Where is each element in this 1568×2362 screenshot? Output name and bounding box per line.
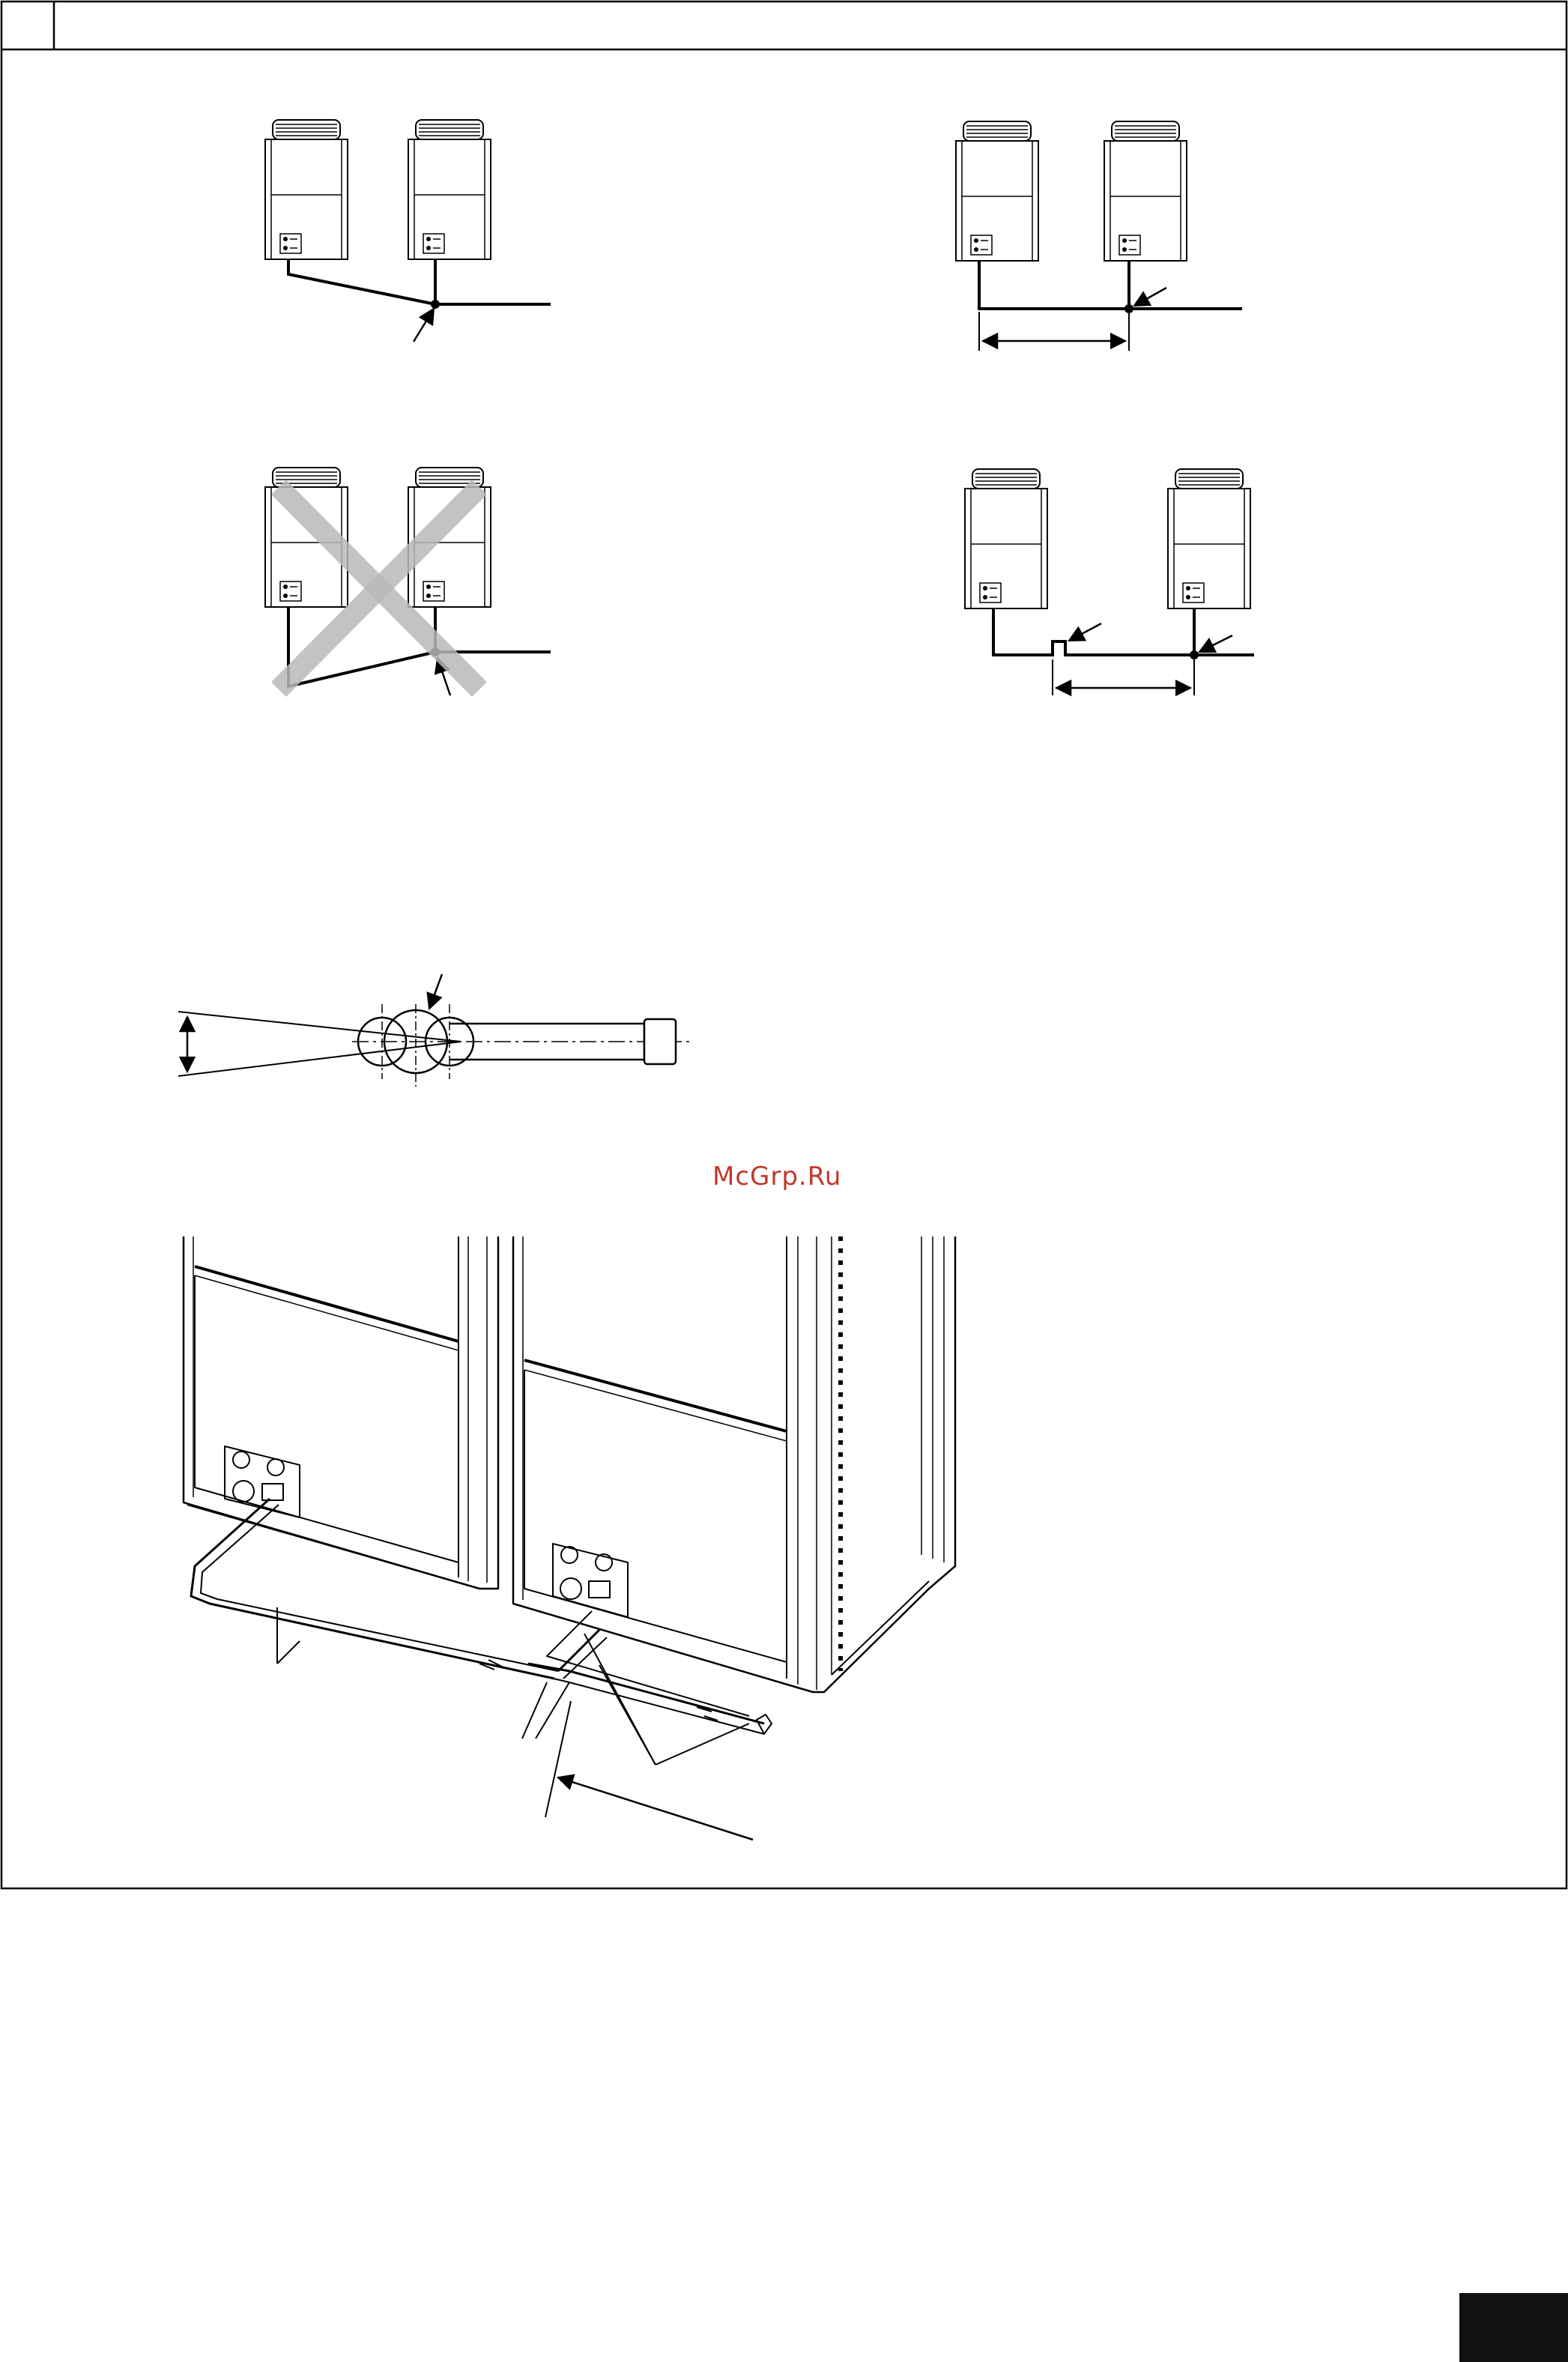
figure-ok-two-units-tee	[265, 120, 551, 342]
watermark-text: McGrp.Ru	[712, 1162, 842, 1191]
figure-ng-two-units-crossed	[265, 468, 551, 695]
figure-ok-two-units-dimension	[956, 121, 1242, 351]
figure-ok-two-units-trap-dimension	[965, 469, 1254, 695]
figure-perspective-piping-view	[184, 1236, 955, 1840]
page-number-tab	[1459, 2293, 1568, 2362]
figure-branch-pipe-tilt-view	[178, 974, 693, 1087]
